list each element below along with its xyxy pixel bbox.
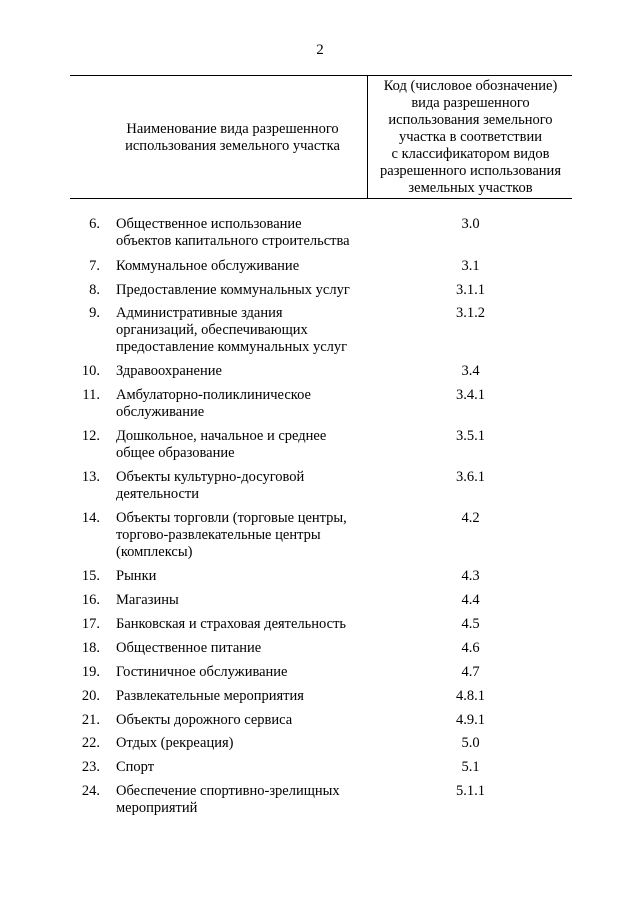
- row-code: 4.6: [461, 640, 480, 656]
- row-number: 12.: [81, 428, 100, 444]
- row-code: 3.4.1: [456, 387, 485, 403]
- row-name: [116, 616, 366, 633]
- header-code-line: участка в соответствии: [398, 129, 543, 145]
- row-name: [116, 568, 366, 585]
- row-name-line: Общественное использование: [116, 216, 302, 232]
- row-name-line: общее образование: [116, 445, 235, 461]
- row-number: 19.: [81, 664, 100, 680]
- row-number: 7.: [89, 258, 100, 274]
- row-name-line: объектов капитального строительства: [116, 233, 350, 249]
- row-number: 6.: [89, 216, 100, 232]
- row-number: 18.: [81, 640, 100, 656]
- header-code-line: земельных участков: [408, 180, 533, 196]
- row-code: 4.3: [461, 568, 480, 584]
- row-name: [116, 282, 366, 299]
- row-name-line: Гостиничное обслуживание: [116, 664, 288, 680]
- row-name-line: предоставление коммунальных услуг: [116, 339, 348, 355]
- row-number: 9.: [89, 305, 100, 321]
- row-name: [116, 258, 366, 275]
- row-name: [116, 592, 366, 609]
- row-name: [116, 216, 366, 250]
- row-number: 8.: [89, 282, 100, 298]
- row-code: 5.0: [461, 735, 480, 751]
- row-name-line: организаций, обеспечивающих: [116, 322, 308, 338]
- row-name-line: Объекты торговли (торговые центры,: [116, 510, 347, 526]
- row-name-line: Предоставление коммунальных услуг: [116, 282, 350, 298]
- row-name: [116, 510, 366, 561]
- row-code: 4.4: [461, 592, 480, 608]
- row-code: 4.5: [461, 616, 480, 632]
- row-name-line: Банковская и страховая деятельность: [116, 616, 347, 632]
- row-code: 3.0: [461, 216, 480, 232]
- row-code: 3.5.1: [456, 428, 485, 444]
- row-name: [116, 640, 366, 657]
- row-name-line: Здравоохранение: [116, 363, 222, 379]
- row-name-line: Обеспечение спортивно-зрелищных: [116, 783, 340, 799]
- row-code: 3.1: [461, 258, 480, 274]
- row-name-line: мероприятий: [116, 800, 198, 816]
- row-number: 23.: [81, 759, 100, 775]
- row-name-line: Общественное питание: [116, 640, 262, 656]
- row-number: 11.: [82, 387, 100, 403]
- row-name-line: Дошкольное, начальное и среднее: [116, 428, 327, 444]
- row-name-line: обслуживание: [116, 404, 205, 420]
- row-name: [116, 688, 366, 705]
- row-number: 16.: [81, 592, 100, 608]
- row-name: [116, 712, 366, 729]
- row-name-line: (комплексы): [116, 544, 193, 560]
- row-number: 22.: [81, 735, 100, 751]
- row-name-line: Отдых (рекреация): [116, 735, 234, 751]
- row-name: [116, 305, 366, 356]
- row-number: 24.: [81, 783, 100, 799]
- row-name: [116, 363, 366, 380]
- row-name-line: Развлекательные мероприятия: [116, 688, 304, 704]
- row-number: 21.: [81, 712, 100, 728]
- row-name: [116, 469, 366, 503]
- row-name-line: Магазины: [116, 592, 179, 608]
- row-number: 10.: [81, 363, 100, 379]
- row-name: [116, 387, 366, 421]
- column-header-code: [369, 78, 572, 197]
- row-name: [116, 428, 366, 462]
- header-name-line: использования земельного участка: [125, 138, 340, 154]
- row-name-line: Объекты дорожного сервиса: [116, 712, 293, 728]
- row-name: [116, 759, 366, 776]
- row-code: 4.7: [461, 664, 480, 680]
- header-code-line: с классификатором видов: [391, 146, 550, 162]
- row-code: 5.1.1: [456, 783, 485, 799]
- column-header-name: [100, 121, 365, 155]
- header-code-line: Код (числовое обозначение): [383, 78, 558, 94]
- row-code: 3.6.1: [456, 469, 485, 485]
- header-bottom-rule: [70, 198, 572, 199]
- row-name: [116, 783, 366, 817]
- row-code: 5.1: [461, 759, 480, 775]
- row-name-line: Коммунальное обслуживание: [116, 258, 300, 274]
- table-top-rule: [70, 75, 572, 76]
- row-code: 4.2: [461, 510, 480, 526]
- row-code: 3.4: [461, 363, 480, 379]
- row-number: 20.: [81, 688, 100, 704]
- row-name-line: Амбулаторно-поликлиническое: [116, 387, 311, 403]
- row-code: 3.1.1: [456, 282, 485, 298]
- header-code-line: вида разрешенного: [411, 95, 530, 111]
- header-column-divider: [367, 75, 368, 199]
- row-code: 3.1.2: [456, 305, 485, 321]
- row-name-line: Административные здания: [116, 305, 283, 321]
- row-name: [116, 735, 366, 752]
- row-number: 13.: [81, 469, 100, 485]
- header-code-line: использования земельного: [388, 112, 553, 128]
- row-name-line: деятельности: [116, 486, 200, 502]
- page-number: 2: [316, 42, 324, 58]
- header-code-line: разрешенного использования: [380, 163, 561, 179]
- row-number: 15.: [81, 568, 100, 584]
- row-code: 4.8.1: [456, 688, 485, 704]
- row-name-line: Рынки: [116, 568, 157, 584]
- row-name-line: Спорт: [116, 759, 155, 775]
- row-number: 14.: [81, 510, 100, 526]
- row-name-line: Объекты культурно-досуговой: [116, 469, 305, 485]
- row-name: [116, 664, 366, 681]
- row-name-line: торгово-развлекательные центры: [116, 527, 321, 543]
- header-name-line: Наименование вида разрешенного: [126, 121, 339, 137]
- row-code: 4.9.1: [456, 712, 485, 728]
- row-number: 17.: [81, 616, 100, 632]
